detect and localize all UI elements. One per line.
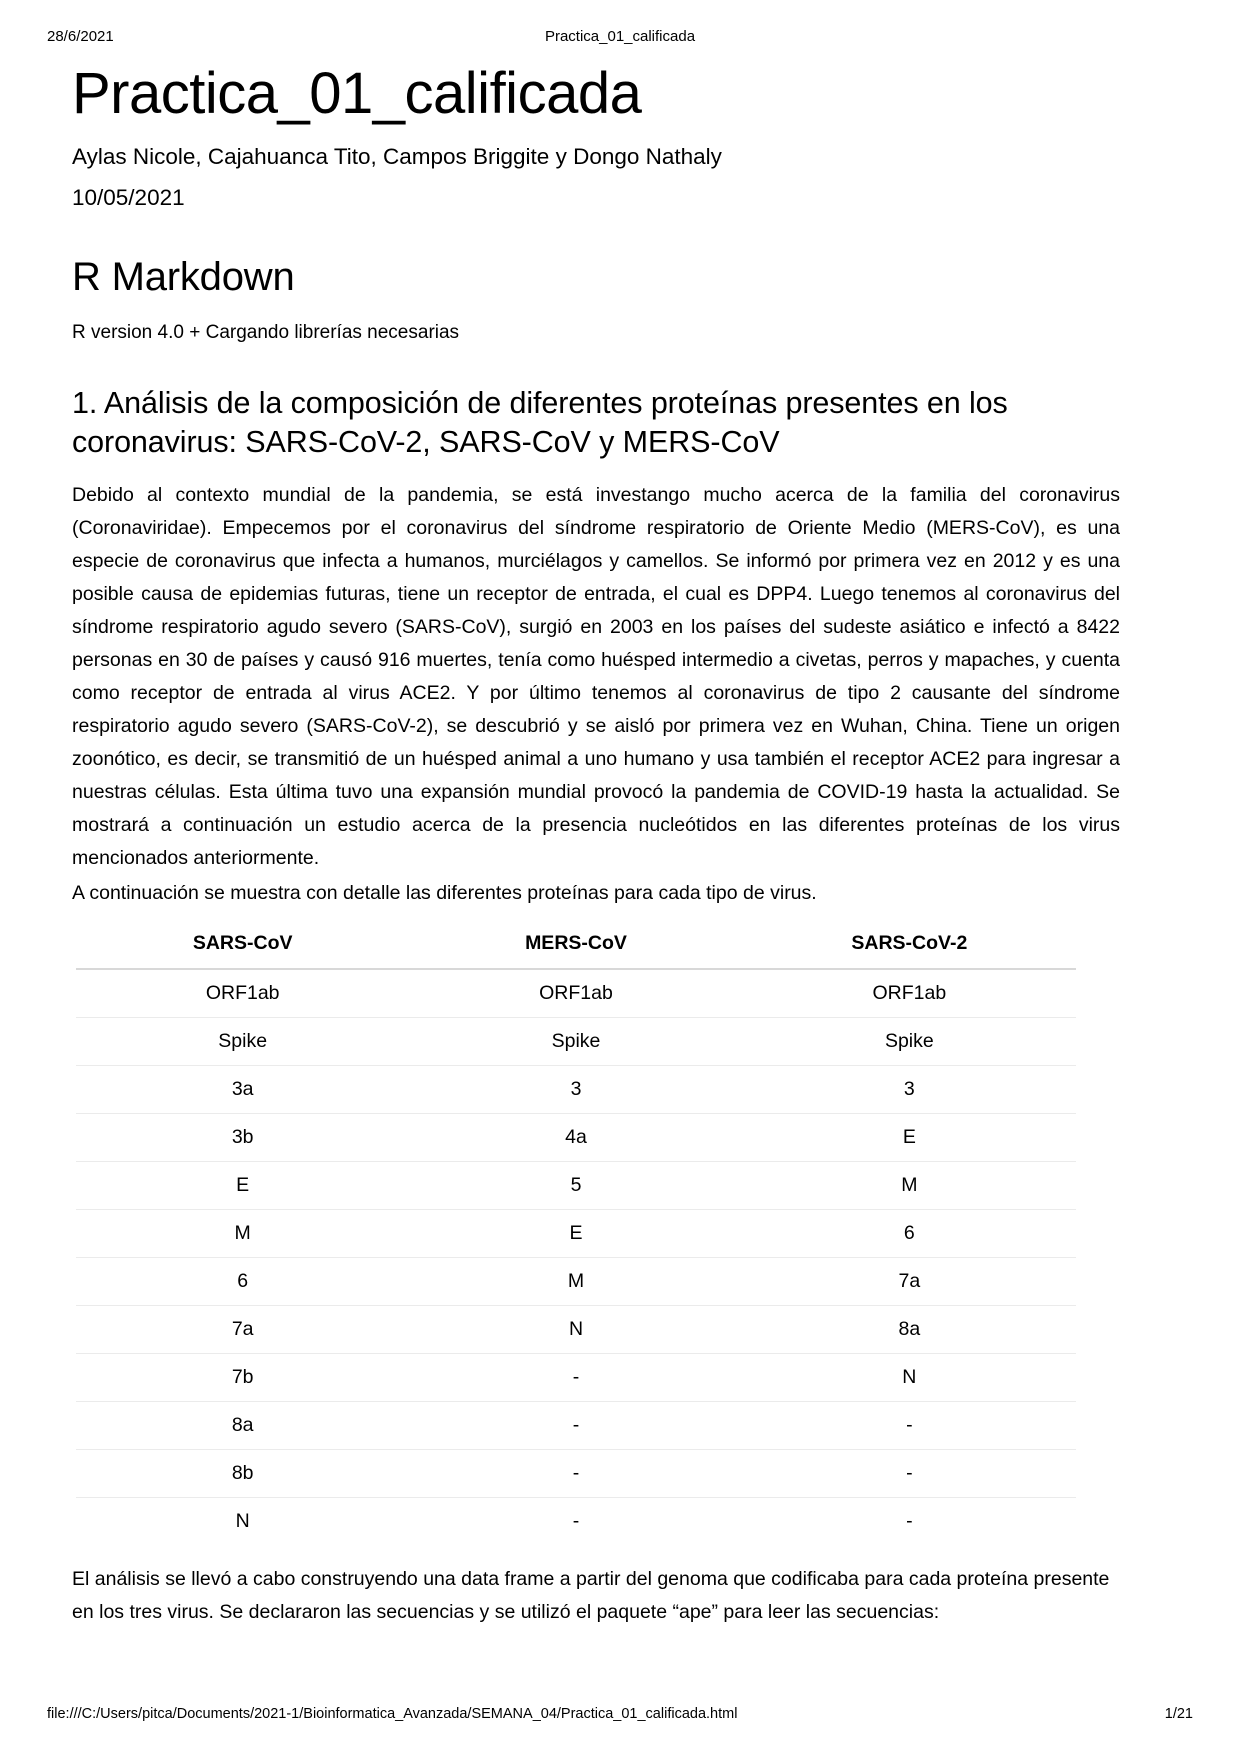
table-cell: 3 xyxy=(743,1065,1076,1113)
print-header-date: 28/6/2021 xyxy=(47,27,114,45)
author-list: Aylas Nicole, Cajahuanca Tito, Campos Briggite y Dongo Nathaly xyxy=(72,143,722,169)
table-cell: ORF1ab xyxy=(76,969,409,1018)
table-cell: - xyxy=(409,1449,742,1497)
table-cell: - xyxy=(906,1509,913,1532)
section-heading-analysis: 1. Análisis de la composición de diferentes proteínas presentes en los coronavirus: SARS-CoV-2, SARS-CoV y MERS-CoV xyxy=(72,386,1008,459)
table-cell: Spike xyxy=(76,1017,409,1065)
table-cell: - xyxy=(572,1509,580,1532)
table-cell: M xyxy=(76,1209,409,1257)
table-cell: E xyxy=(409,1209,742,1257)
table-cell: 5 xyxy=(409,1161,742,1209)
table-cell: ORF1ab xyxy=(409,969,742,1018)
table-cell: 6 xyxy=(76,1257,409,1305)
table-cell: - xyxy=(409,1353,742,1401)
table-row xyxy=(76,1497,1076,1545)
table-cell: 8a xyxy=(743,1305,1076,1353)
table-row xyxy=(76,969,1076,1018)
table-row xyxy=(76,1449,1076,1497)
table-cell: M xyxy=(409,1257,742,1305)
table-cell: Spike xyxy=(743,1017,1076,1065)
table-row xyxy=(76,1353,1076,1401)
table-cell: 3b xyxy=(76,1113,409,1161)
document-content xyxy=(72,62,1120,1629)
table-row xyxy=(76,1209,1076,1257)
print-header-title: Practica_01_calificada xyxy=(544,27,696,45)
table-cell: 3a xyxy=(76,1065,409,1113)
analysis-paragraph-1: Debido al contexto mundial de la pandemia, se está investango mucho acerca de la familia del coronavirus (Coronaviridae). Empecemos por el coronavirus del síndrome respiratorio de Oriente Medio (MERS-CoV), es una especie de coronavirus que infecta a humanos, murciélagos y camellos. Se informó por primera vez en 2012 y es una posible causa de epidemias futuras, tiene un receptor de entrada, el cual es DPP4. Luego tenemos al coronavirus del síndrome respiratorio agudo severo (SARS-CoV), surgió en 2003 en los países del sudeste asiático e infectó a 8422 personas en 30 de países y causó 916 muertes, tenía como huésped intermedio a civetas, perros y mapaches, y cuenta como receptor de entrada al virus ACE2. Y por último tenemos al coronavirus de tipo 2 causante del síndrome respiratorio agudo severo (SARS-CoV-2), se descubrió y se aisló por primera vez en Wuhan, China. Tiene un origen zoonótico, es decir, se transmitió de un huésped animal a uno humano y usa también el receptor ACE2 para ingresar a nuestras células. Esta última tuvo una expansión mundial provocó la pandemia de COVID-19 hasta la actualidad. Se mostrará a continuación un estudio acerca de la presencia nucleótidos en las diferentes proteínas de los virus mencionados anteriormente. xyxy=(72,484,1120,869)
table-cell: 7a xyxy=(743,1257,1076,1305)
page-title: Practica_01_calificada xyxy=(72,61,642,126)
table-cell: - xyxy=(743,1449,1076,1497)
table-row xyxy=(76,1161,1076,1209)
table-cell: 7a xyxy=(76,1305,409,1353)
table-cell: E xyxy=(76,1161,409,1209)
table-cell: ORF1ab xyxy=(743,969,1076,1018)
table-cell: M xyxy=(743,1161,1076,1209)
analysis-paragraph-3: El análisis se llevó a cabo construyendo una data frame a partir del genoma que codificaba para cada proteína presente en los tres virus. Se declararon las secuencias y se utilizó el paquete “ape” para leer las secuencias: xyxy=(72,1567,1110,1623)
column-header-sars-cov-2: SARS-CoV-2 xyxy=(743,926,1076,969)
document-date: 10/05/2021 xyxy=(72,184,185,210)
table-header-row xyxy=(76,926,1076,969)
table-row xyxy=(76,1305,1076,1353)
section-heading-rmarkdown: R Markdown xyxy=(72,254,295,299)
table-row xyxy=(76,1113,1076,1161)
table-row xyxy=(76,1065,1076,1113)
table-cell: - xyxy=(743,1401,1076,1449)
analysis-paragraph-2: A continuación se muestra con detalle las diferentes proteínas para cada tipo de virus. xyxy=(72,881,817,904)
column-header-sars-cov: SARS-CoV xyxy=(76,926,409,969)
table-cell: 4a xyxy=(409,1113,742,1161)
print-footer-url: file:///C:/Users/pitca/Documents/2021-1/Bioinformatica_Avanzada/SEMANA_04/Practica_01_calificada.html xyxy=(47,1706,738,1722)
protein-table-head xyxy=(76,926,1076,969)
table-cell: N xyxy=(235,1509,250,1532)
table-row xyxy=(76,1017,1076,1065)
table-row xyxy=(76,1257,1076,1305)
table-cell: 3 xyxy=(409,1065,742,1113)
print-footer xyxy=(0,1706,1240,1726)
table-cell: Spike xyxy=(409,1017,742,1065)
protein-table-body xyxy=(76,969,1076,1545)
table-cell: 8b xyxy=(76,1449,409,1497)
table-cell: 6 xyxy=(743,1209,1076,1257)
table-cell: 7b xyxy=(76,1353,409,1401)
table-cell: 8a xyxy=(76,1401,409,1449)
table-cell: E xyxy=(743,1113,1076,1161)
print-footer-page-number: 1/21 xyxy=(1164,1706,1193,1722)
rmarkdown-note: R version 4.0 + Cargando librerías necesarias xyxy=(72,321,460,343)
table-cell: N xyxy=(743,1353,1076,1401)
protein-table xyxy=(76,926,1076,1545)
print-header xyxy=(0,26,1240,46)
table-cell: N xyxy=(409,1305,742,1353)
table-row xyxy=(76,1401,1076,1449)
column-header-mers-cov: MERS-CoV xyxy=(409,926,742,969)
table-cell: - xyxy=(409,1401,742,1449)
